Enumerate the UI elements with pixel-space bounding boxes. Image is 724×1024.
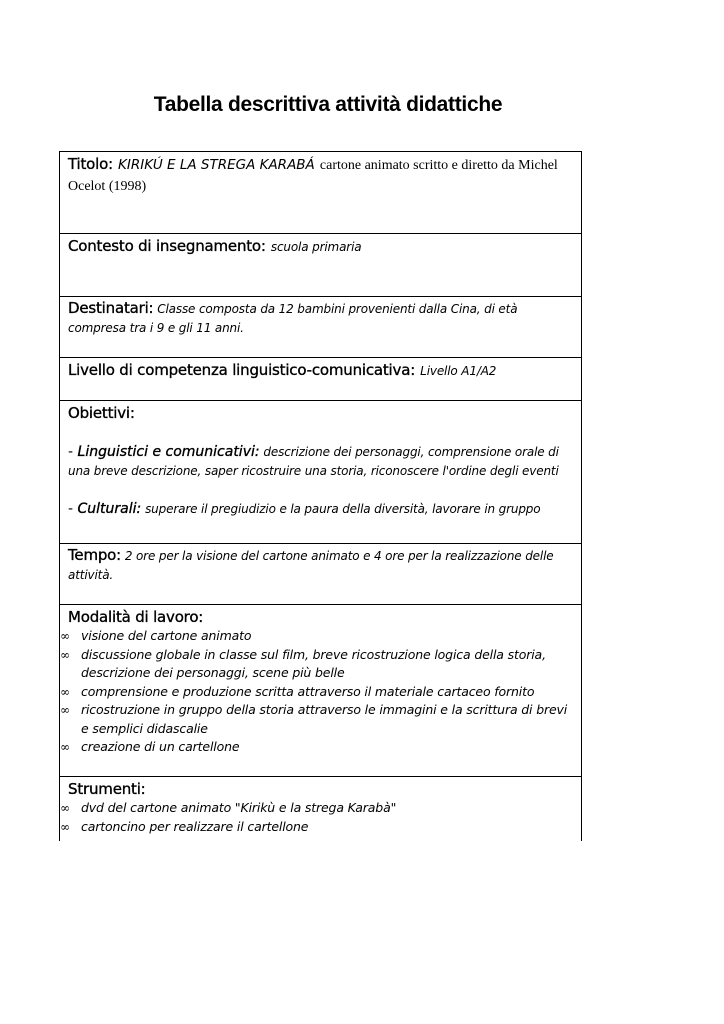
contesto-label: Contesto di insegnamento: <box>68 237 266 255</box>
list-item: ∞ comprensione e produzione scritta attraverso il materiale cartaceo fornito <box>60 683 573 702</box>
linguistici-value: descrizione dei personaggi, comprensione orale di una breve descrizione, saper ricostruire una storia, riconoscere l'ordine degli eventi <box>68 445 559 478</box>
infinity-bullet-icon: ∞ <box>60 819 70 834</box>
linguistici-prefix: - <box>68 444 78 460</box>
list-item: ∞ cartoncino per realizzare il cartellone <box>60 818 573 837</box>
infinity-bullet-icon: ∞ <box>60 740 70 754</box>
row-destinatari <box>60 297 581 358</box>
infinity-bullet-icon: ∞ <box>60 801 70 815</box>
tempo-label: Tempo: <box>68 546 122 564</box>
modalita-label: Modalità di lavoro: <box>68 608 204 626</box>
culturali-value: superare il pregiudizio e la paura della diversità, lavorare in gruppo <box>145 502 541 516</box>
list-item: ∞ ricostruzione in gruppo della storia attraverso le immagini e la scrittura di brevi e semplici didascalie <box>60 702 568 736</box>
livello-label: Livello di competenza linguistico-comunicativa: <box>68 361 416 379</box>
titolo-label: Titolo: <box>68 155 113 173</box>
row-modalita <box>60 605 581 777</box>
infinity-bullet-icon: ∞ <box>60 684 70 699</box>
culturali-prefix: - <box>68 501 78 517</box>
infinity-bullet-icon: ∞ <box>60 703 70 717</box>
infinity-bullet-icon: ∞ <box>60 647 70 662</box>
row-tempo <box>60 544 581 605</box>
linguistici-label: Linguistici e comunicativi: <box>77 444 260 460</box>
row-livello <box>60 358 581 401</box>
film-description: cartone animato scritto e diretto da Michel Ocelot (1998) <box>68 158 558 194</box>
list-item: ∞ creazione di un cartellone <box>60 738 573 757</box>
tempo-value: 2 ore per la visione del cartone animato e 4 ore per la realizzazione delle attività. <box>68 549 554 582</box>
row-titolo <box>60 152 581 234</box>
film-title: KIRIKÚ E LA STREGA KARABÁ <box>118 157 315 173</box>
row-contesto <box>60 234 581 297</box>
destinatari-label: Destinatari: <box>68 299 154 317</box>
contesto-value: scuola primaria <box>270 240 362 254</box>
culturali-label: Culturali: <box>77 501 142 517</box>
infinity-bullet-icon: ∞ <box>60 629 70 643</box>
destinatari-value: Classe composta da 12 bambini provenienti dalla Cina, di età compresa tra i 9 e gli 11 anni. <box>68 302 518 335</box>
list-item: ∞ visione del cartone animato <box>60 627 573 646</box>
obiettivi-label: Obiettivi: <box>68 404 135 422</box>
row-obiettivi <box>60 401 581 544</box>
page-title: Tabella descrittiva attività didattiche <box>153 93 503 116</box>
list-item: ∞ discussione globale in classe sul film, breve ricostruzione logica della storia, descrizione dei personaggi, scene più belle <box>60 646 546 680</box>
strumenti-label: Strumenti: <box>68 780 146 798</box>
strumenti-list <box>60 799 573 836</box>
livello-value: Livello A1/A2 <box>420 364 497 378</box>
row-strumenti <box>60 777 581 841</box>
activity-table <box>59 151 582 841</box>
list-item: ∞ dvd del cartone animato "Kirikù e la strega Karabà" <box>60 799 573 818</box>
modalita-list <box>60 627 573 757</box>
